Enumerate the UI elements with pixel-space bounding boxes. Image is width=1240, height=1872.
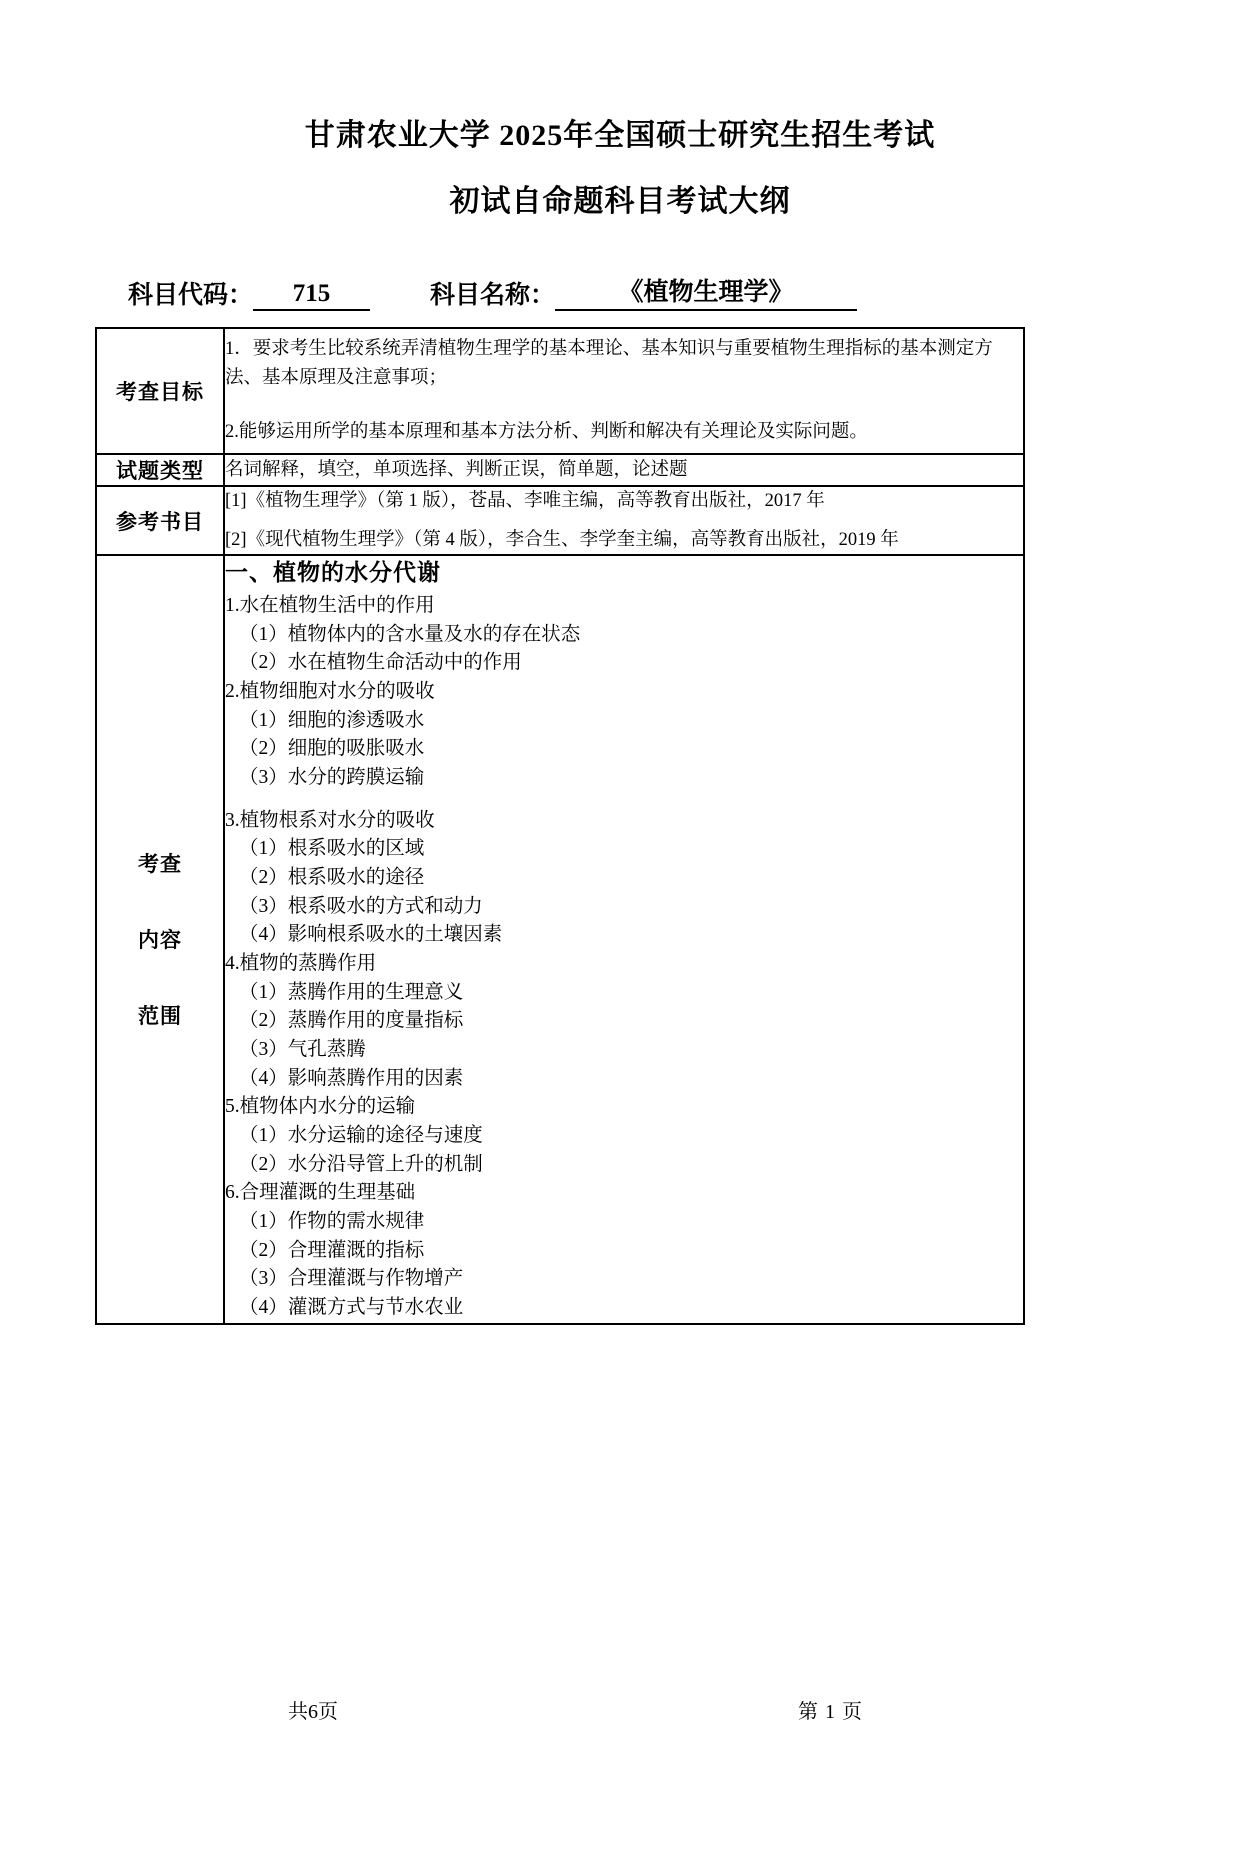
objective-paragraph-2: 2.能够运用所学的基本原理和基本方法分析、判断和解决有关理论及实际问题。 — [225, 422, 868, 443]
table-row-references — [96, 486, 1024, 555]
subject-line — [95, 272, 1145, 311]
outline-item: （3）根系吸水的方式和动力 — [239, 895, 483, 917]
outline-item: 3.植物根系对水分的吸收 — [225, 809, 435, 831]
outline-item: （1）水分运输的途径与速度 — [239, 1124, 483, 1146]
scope-label-line-2: 内容 — [138, 928, 182, 953]
footer-page-number: 第 1 页 — [798, 1701, 863, 1723]
section-heading: 一、植物的水分代谢 — [225, 560, 441, 586]
outline-item: （4）灌溉方式与节水农业 — [239, 1296, 464, 1318]
outline-item: 5.植物体内水分的运输 — [225, 1096, 416, 1118]
question-types-value: 名词解释，填空，单项选择、判断正误，简单题，论述题 — [225, 459, 688, 480]
objective-paragraph-1: 1．要求考生比较系统弄清植物生理学的基本理论、基本知识与重要植物生理指标的基本测定方法、基本原理及注意事项； — [225, 339, 993, 388]
outline-item: （2）水分沿导管上升的机制 — [239, 1153, 483, 1175]
syllabus-table — [95, 327, 1025, 1325]
page-title-line-2: 初试自命题科目考试大纲 — [449, 185, 791, 218]
outline-item: （4）影响根系吸水的土壤因素 — [239, 924, 503, 946]
outline-item: （4）影响蒸腾作用的因素 — [239, 1067, 464, 1089]
page-footer — [0, 1695, 1240, 1724]
outline-item: （1）蒸腾作用的生理意义 — [239, 981, 464, 1003]
outline-list — [225, 592, 1023, 1322]
row-content-question-types — [224, 454, 1024, 486]
outline-item: （3）气孔蒸腾 — [239, 1039, 366, 1060]
document-page — [0, 118, 1240, 1872]
outline-item: 2.植物细胞对水分的吸收 — [225, 681, 435, 703]
table-row-question-types — [96, 454, 1024, 486]
outline-item: （3）水分的跨膜运输 — [239, 767, 425, 789]
outline-spacer — [225, 793, 1023, 807]
subject-code-value: 715 — [253, 280, 370, 311]
scope-label-line-1: 考查 — [138, 852, 182, 877]
footer-total-pages: 共6页 — [288, 1701, 338, 1723]
outline-item: （2）合理灌溉的指标 — [239, 1239, 425, 1261]
scope-label-line-3: 范围 — [138, 1004, 182, 1029]
subject-name-value: 《植物生理学》 — [555, 272, 857, 311]
outline-item: （1）作物的需水规律 — [239, 1210, 425, 1232]
outline-item: （1）植物体内的含水量及水的存在状态 — [239, 623, 581, 645]
subject-code-label: 科目代码： — [128, 282, 254, 309]
outline-item: 4.植物的蒸腾作用 — [225, 953, 377, 975]
row-label-question-types: 试题类型 — [96, 454, 224, 486]
table-row-scope — [96, 555, 1024, 1323]
row-content-scope — [224, 555, 1024, 1323]
row-content-references — [224, 486, 1024, 555]
reference-book-2: [2]《现代植物生理学》（第 4 版），李合生、李学奎主编，高等教育出版社，2019 年 — [225, 529, 899, 550]
outline-item: （2）细胞的吸胀吸水 — [239, 738, 425, 760]
outline-item: （3）合理灌溉与作物增产 — [239, 1268, 464, 1290]
table-row-objectives — [96, 328, 1024, 454]
subject-name-label: 科目名称： — [430, 282, 556, 309]
outline-item: （1）细胞的渗透吸水 — [239, 709, 425, 731]
outline-item: 6.合理灌溉的生理基础 — [225, 1182, 416, 1204]
row-content-objectives — [224, 328, 1024, 454]
outline-item: （1）根系吸水的区域 — [239, 838, 425, 860]
row-label-scope — [96, 555, 224, 1323]
outline-item: （2）根系吸水的途径 — [239, 867, 425, 889]
outline-item: （2）水在植物生命活动中的作用 — [239, 652, 522, 674]
page-title-line-1: 甘肃农业大学 2025年全国硕士研究生招生考试 — [304, 119, 936, 152]
row-label-references: 参考书目 — [96, 486, 224, 555]
outline-item: （2）蒸腾作用的度量指标 — [239, 1010, 464, 1032]
outline-item: 1.水在植物生活中的作用 — [225, 595, 435, 617]
reference-book-1: [1]《植物生理学》（第 1 版），苍晶、李唯主编，高等教育出版社，2017 年 — [225, 491, 825, 512]
row-label-objectives: 考查目标 — [96, 328, 224, 454]
